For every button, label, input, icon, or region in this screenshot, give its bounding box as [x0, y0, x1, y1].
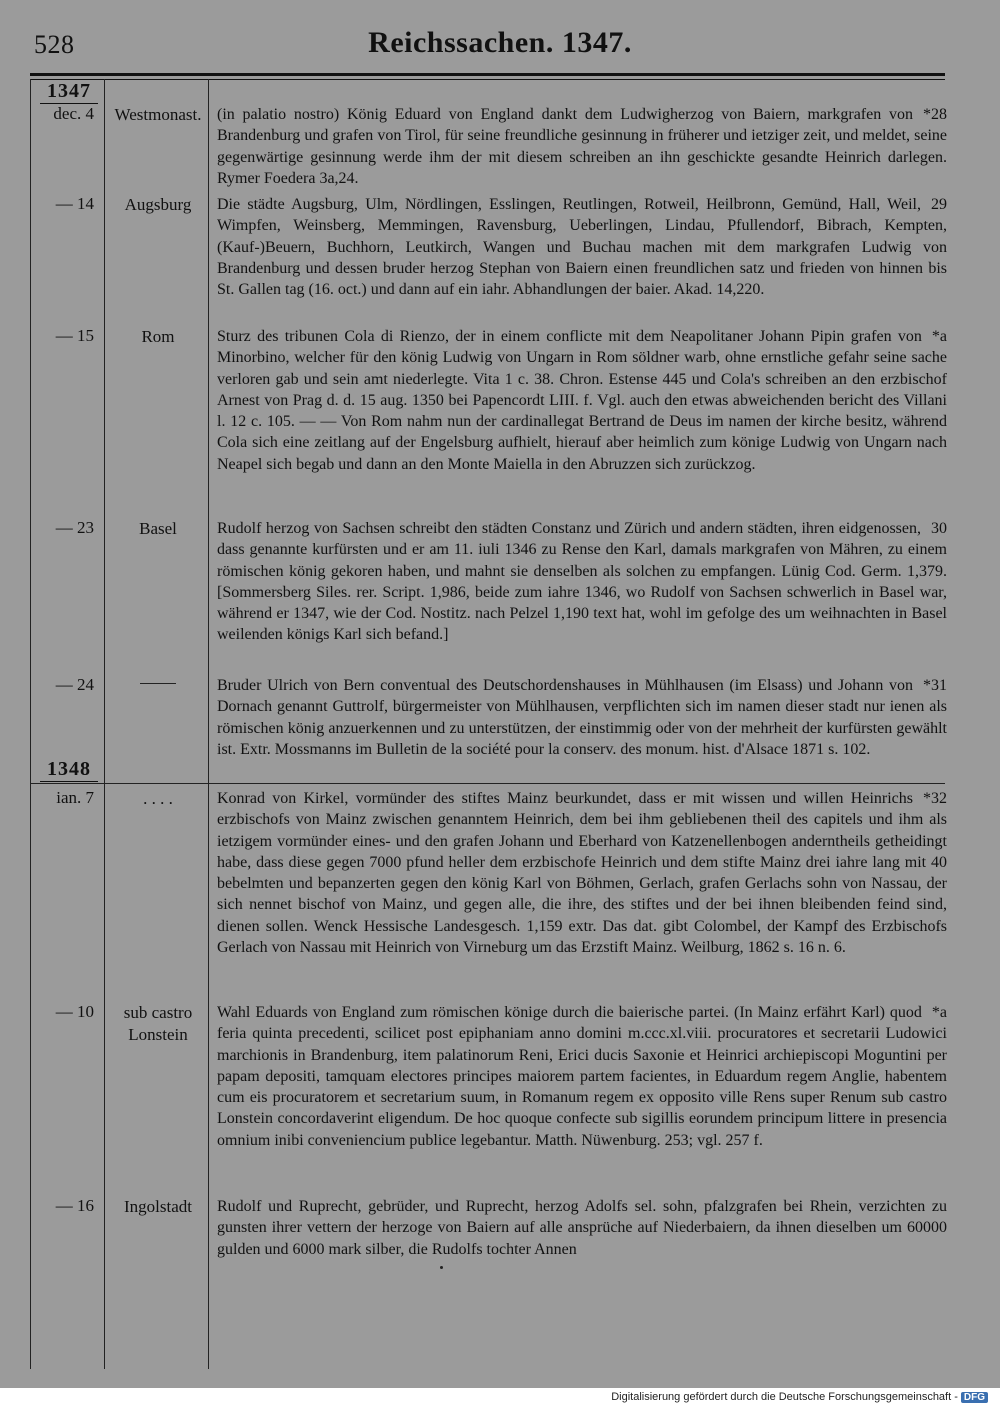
entry-date: — 16 — [55, 1196, 94, 1215]
column-divider-place — [208, 79, 209, 1369]
entry-number: *32 — [923, 790, 947, 807]
entry-place — [108, 675, 208, 684]
entry-place: Basel — [139, 519, 177, 538]
entry-date: — 24 — [55, 675, 94, 694]
year-separator — [30, 783, 945, 784]
year-heading-1348: 1348 — [40, 758, 98, 782]
entry-text: 30 Rudolf herzog von Sachsen schreibt den städten Constanz und Zürich und andern städten, ihren eidgenossen, dass genannte kurfürsten und er am 11. iuli 1346 zu Rense den Karl, damals markgrafen von Mähren, zu einem römischen könig gekoren haben, und mahnt sie denselben als solchen zu empfangen. Lünig Cod. Germ. 1,379. [Sommersberg Siles. rer. Script. 1,986, beide zum iahre 1346, wo Rudolf von Sachsen schwerlich in Basel war, während er 1347, wie der Cod. Nostitz. nach Pelzel 1,190 text hat, wohl im gefolge des um weihnachten in Basel weilenden königs Karl sich befand.] — [217, 520, 947, 644]
margin-line-left — [30, 79, 31, 1369]
entry-place: Augsburg — [124, 195, 192, 214]
entry-text: Rudolf und Ruprecht, gebrüder, und Ruprecht, herzog Adolfs sel. sohn, pfalzgrafen bei Rhein, verzichten zu gunsten ihrer vettern der herzoge von Baiern auf alle ansprüche auf Niederbaiern, da ihnen dieselben um 60000 gulden und 6000 mark silber, die Rudolfs tochter Annen — [217, 1198, 947, 1258]
entry-number: *a — [931, 1004, 947, 1021]
place-dash — [140, 683, 176, 684]
footer-credit — [611, 1391, 988, 1403]
entry-place: Westmonast. — [114, 105, 202, 124]
footer-text: Digitalisierung gefördert durch die Deutsche Forschungsgemeinschaft - — [611, 1391, 958, 1403]
entry-number: 29 — [931, 196, 947, 213]
entry-date: — 10 — [55, 1002, 94, 1021]
page-number: 528 — [34, 30, 75, 59]
column-divider-date — [104, 79, 105, 1369]
ink-dot — [440, 1266, 443, 1269]
entry-number: 30 — [931, 520, 947, 537]
entry-place: sub castro Lonstein — [123, 1003, 193, 1044]
entry-number: *28 — [923, 106, 947, 123]
header-rule-thin — [30, 79, 945, 80]
entry-date: — 14 — [55, 194, 94, 213]
dfg-logo: DFG — [961, 1392, 988, 1403]
entry-number: *31 — [923, 677, 947, 694]
entry-number: *a — [931, 328, 947, 345]
year-heading-1347: 1347 — [40, 80, 98, 104]
entry-text: *a Sturz des tribunen Cola di Rienzo, der in einem conflicte mit dem Neapolitaner Johann Pipin grafen von Minorbino, welcher für den könig Ludwig von Ungarn in Rom söldner warb, ohne ernstliche gefahr seine sache verloren gab und sein amt niederlegte. Vita 1 c. 38. Chron. Estense 445 und Cola's schreiben an den erzbischof Arnest von Prag d. d. 15 aug. 1350 bei Papencordt LIII. f. Vgl. auch den etwas abweichenden bericht des Villani l. 12 c. 105. — — Von Rom nahm nun der cardinallegat Bertrand de Deus im namen der kirche besitz, während Cola sich eine zeitlang auf der Engelsburg aufhielt, hierauf aber heimlich zum könige Ludwig von Ungarn nach Neapel sich begab und dann an den Monte Maiella in den Abruzzen sich zurückzog. — [217, 328, 947, 473]
entry-place: . . . . — [143, 789, 173, 808]
entry-place: Ingolstadt — [124, 1197, 192, 1216]
entry-text: *a Wahl Eduards von England zum römischen könige durch die baierische partei. (In Mainz erfährt Karl) quod feria quinta precedenti, scilicet post epiphaniam anno domini m.ccc.xl.viii. procuratores et secretarii Ludowici marchionis in Brandenburg, item palatinorum Reni, Erici ducis Saxonie et Heinrici archiepiscopi Moguntini per papam depositi, tamquam electores principes maiorem partem facientes, in Eduardum regem Anglie, habentem cum eis procuratorem et secretarium suum, in Romanum regem ex opposito ville Rens super Renum sub castro Lonstein concordaverint eligendum. De hoc quoque confecte sub sigillis eorundem principum littere in presencia omnium inibi conveniencium publice legebantur. Matth. Nüwenburg. 253; vgl. 257 f. — [217, 1004, 947, 1149]
entry-date: — 15 — [55, 326, 94, 345]
entry-text: 29 Die städte Augsburg, Ulm, Nördlingen, Esslingen, Reutlingen, Rotweil, Heilbronn, Gemünd, Hall, Weil, Wimpfen, Weinsberg, Memmingen, Ravensburg, Ueberlingen, Lindau, Pfullendorf, Bibrach, Kempten, (Kauf-)Beuern, Buchhorn, Leutkirch, Wangen und Buchau machen mit dem markgrafen Ludwig von Brandenburg und dessen bruder herzog Stephan von Baiern einen freundlichen satz und frieden von hinnen bis St. Gallen tag (16. oct.) und dann auf ein iahr. Abhandlungen der baier. Akad. 14,220. — [217, 196, 947, 299]
entry-place: Rom — [141, 327, 175, 346]
entry-text: *31 Bruder Ulrich von Bern conventual des Deutschordenshauses in Mühlhausen (im Elsass) und Johann von Dornach genannt Guttrolf, bürgermeister von Mühlhausen, verpflichten sich im namen dieser stadt nur ienen als römischen könig anzuerkennen und zu unterstützen, der einstimmig oder von der mehrheit der kurfürsten gewählt ist. Extr. Mossmanns im Bulletin de la société pour la conserv. des monum. hist. d'Alsace 1871 s. 102. — [217, 677, 947, 758]
header-rule — [30, 73, 945, 76]
entry-text: *28 (in palatio nostro) König Eduard von England dankt dem Ludwigherzog von Baiern, markgrafen von Brandenburg und grafen von Tirol, für seine freundliche gesinnung in früherer und ietziger zeit, und meldet, seine gegenwärtige gesinnung werde ihm der mit diesem schreiben an ihn geschickte gesandte Heinrich darlegen. Rymer Foedera 3a,24. — [217, 106, 947, 187]
entry-text: *32 Konrad von Kirkel, vormünder des stiftes Mainz beurkundet, dass er mit wissen und willen Heinrichs erzbischofs von Mainz zwischen genanntem Heinrich, dem bei ihm gebliebenen theil des capitels und ihm als ietzigem vormünder eines- und den grafen Johann und Eberhard von Katzenellenbogen anderntheils getheidingt habe, dass diese gegen 7000 pfund heller dem erzbischofe Heinrich und dem stifte Mainz drei iahre lang mit 40 bebelmten und bepanzerten gegen den könig Karl von Böhmen, Gerlach, grafen Gerlachs sohn von Nassau, der sich nennet bischof von Mainz, und gegen alle, die ihre, des stiftes und der bei ihnen bleibenden feind sind, dienen sollen. Wenck Hessische Landesgesch. 1,159 extr. Das dat. gibt Colombel, der Kampf des Erzbischofs Gerlach von Nassau mit Heinrich von Virneburg um das Erzstift Mainz. Weilburg, 1862 s. 16 n. 6. — [217, 790, 947, 957]
entry-date: dec. 4 — [53, 104, 94, 123]
entry-date: — 23 — [55, 518, 94, 537]
running-title: Reichssachen. 1347. — [368, 26, 632, 59]
entry-date: ian. 7 — [56, 788, 94, 807]
